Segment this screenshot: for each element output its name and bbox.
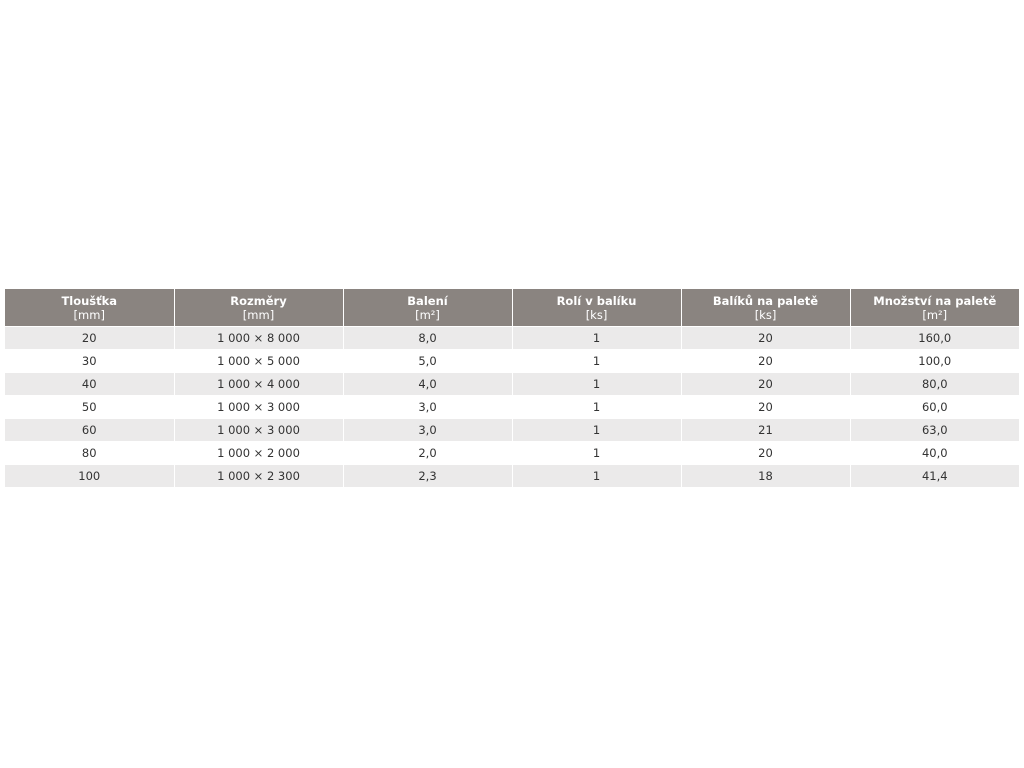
- table-cell: 2,3: [343, 465, 512, 488]
- table-cell: 40,0: [850, 442, 1019, 465]
- table-cell: 100: [5, 465, 174, 488]
- table-cell: 21: [681, 419, 850, 442]
- table-cell: 1: [512, 419, 681, 442]
- column-title: Rolí v balíku: [556, 293, 637, 308]
- column-unit: [m²]: [922, 307, 948, 322]
- table-cell: 4,0: [343, 373, 512, 396]
- table-cell: 20: [681, 396, 850, 419]
- column-header: [343, 289, 512, 327]
- column-unit: [mm]: [73, 307, 105, 322]
- column-unit: [mm]: [242, 307, 275, 322]
- table-row: [5, 419, 1019, 442]
- column-header: [174, 289, 343, 327]
- table-row: [5, 442, 1019, 465]
- column-title: Rozměry: [230, 293, 287, 308]
- product-table: [5, 289, 1019, 487]
- table-cell: 20: [681, 350, 850, 373]
- table-cell: 3,0: [343, 396, 512, 419]
- table-cell: 1 000 × 3 000: [174, 396, 343, 419]
- column-header: [512, 289, 681, 327]
- product-table-container: [5, 289, 1019, 487]
- table-header: [5, 289, 1019, 327]
- table-row: [5, 465, 1019, 488]
- column-title: Tloušťka: [61, 293, 118, 308]
- table-cell: 8,0: [343, 327, 512, 350]
- table-cell: 20: [681, 442, 850, 465]
- table-cell: 20: [5, 327, 174, 350]
- table-cell: 20: [681, 327, 850, 350]
- table-cell: 80: [5, 442, 174, 465]
- table-cell: 100,0: [850, 350, 1019, 373]
- table-cell: 41,4: [850, 465, 1019, 488]
- table-cell: 1: [512, 442, 681, 465]
- table-cell: 40: [5, 373, 174, 396]
- table-cell: 50: [5, 396, 174, 419]
- table-cell: 80,0: [850, 373, 1019, 396]
- table-body: [5, 327, 1019, 488]
- column-title: Množství na paletě: [873, 293, 997, 308]
- table-cell: 5,0: [343, 350, 512, 373]
- table-cell: 1: [512, 396, 681, 419]
- table-cell: 1 000 × 8 000: [174, 327, 343, 350]
- header-row: [5, 289, 1019, 327]
- table-cell: 2,0: [343, 442, 512, 465]
- column-unit: [ks]: [754, 307, 777, 322]
- table-cell: 1: [512, 327, 681, 350]
- column-unit: [ks]: [585, 307, 608, 322]
- table-cell: 1 000 × 4 000: [174, 373, 343, 396]
- table-row: [5, 327, 1019, 350]
- column-header: [5, 289, 174, 327]
- table-cell: 60: [5, 419, 174, 442]
- table-cell: 30: [5, 350, 174, 373]
- table-row: [5, 373, 1019, 396]
- table-cell: 1 000 × 3 000: [174, 419, 343, 442]
- table-cell: 20: [681, 373, 850, 396]
- table-cell: 1 000 × 2 300: [174, 465, 343, 488]
- table-row: [5, 350, 1019, 373]
- table-cell: 1 000 × 5 000: [174, 350, 343, 373]
- table-cell: 1 000 × 2 000: [174, 442, 343, 465]
- column-header: [850, 289, 1019, 327]
- table-cell: 63,0: [850, 419, 1019, 442]
- table-row: [5, 396, 1019, 419]
- table-cell: 160,0: [850, 327, 1019, 350]
- column-unit: [m²]: [415, 307, 440, 322]
- table-cell: 18: [681, 465, 850, 488]
- column-title: Balíků na paletě: [712, 293, 819, 308]
- table-cell: 1: [512, 350, 681, 373]
- table-cell: 1: [512, 373, 681, 396]
- table-cell: 60,0: [850, 396, 1019, 419]
- column-header: [681, 289, 850, 327]
- table-cell: 3,0: [343, 419, 512, 442]
- table-cell: 1: [512, 465, 681, 488]
- column-title: Balení: [407, 293, 448, 308]
